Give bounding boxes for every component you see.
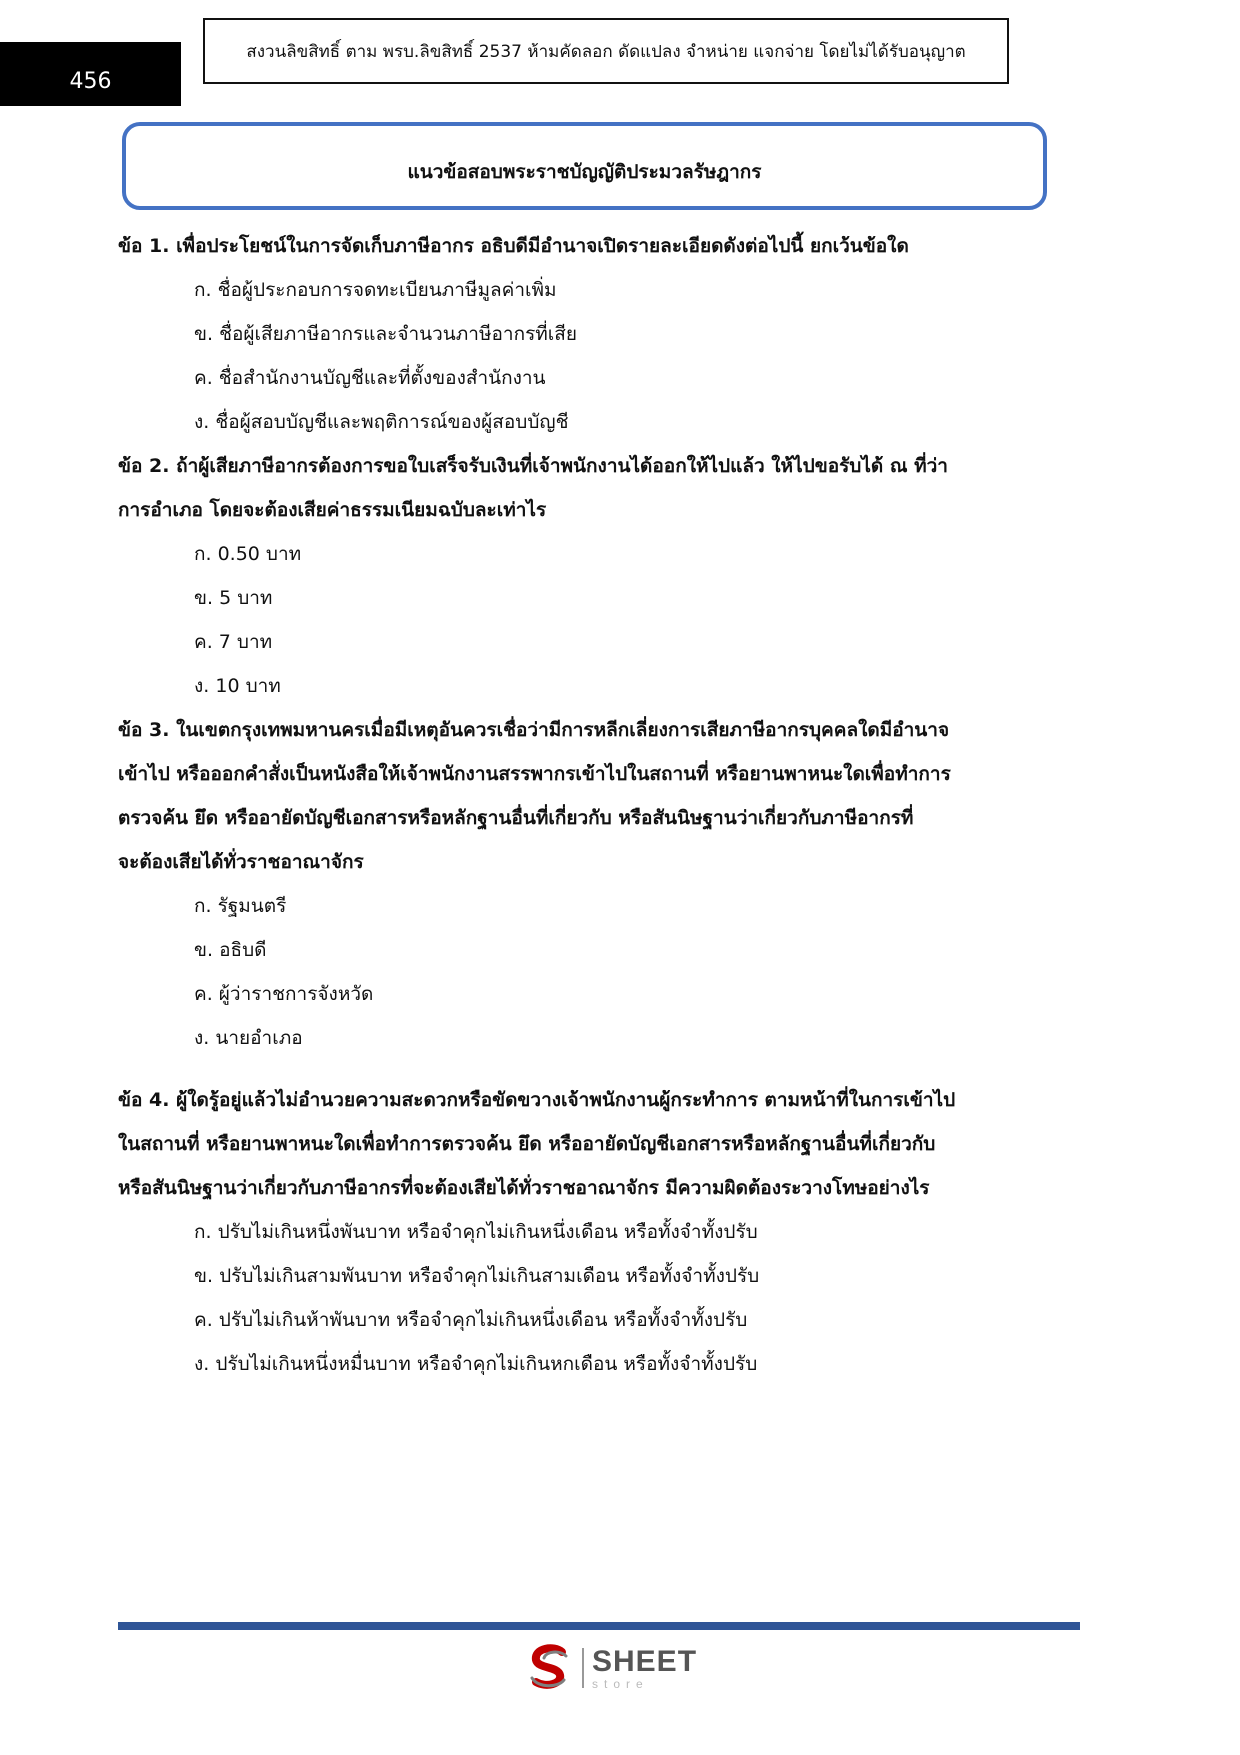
footer-divider — [118, 1622, 1080, 1630]
page-number-text: 456 — [69, 68, 112, 94]
questions-list — [118, 224, 1063, 1386]
question-spacer — [118, 1060, 1063, 1078]
page-title-box — [122, 122, 1047, 210]
question-line: ตรวจค้น ยึด หรืออายัดบัญชีเอกสารหรือหลักฐานอื่นที่เกี่ยวกับ หรือสันนิษฐานว่าเกี่ยวกับภาษีอากรที่ — [118, 807, 914, 829]
question-line: การอำเภอ โดยจะต้องเสียค่าธรรมเนียมฉบับละเท่าไร — [118, 499, 547, 521]
question-line: ข้อ 1. เพื่อประโยชน์ในการจัดเก็บภาษีอากร อธิบดีมีอำนาจเปิดรายละเอียดดังต่อไปนี้ ยกเว้นข้อใด — [118, 235, 909, 257]
question-line: เข้าไป หรือออกคำสั่งเป็นหนังสือให้เจ้าพนักงานสรรพากรเข้าไปในสถานที่ หรือยานพาหนะใดเพื่อทำการ — [118, 763, 951, 785]
option-item: ค. ผู้ว่าราชการจังหวัด — [194, 983, 374, 1005]
copyright-notice — [203, 18, 1009, 84]
question-line: หรือสันนิษฐานว่าเกี่ยวกับภาษีอากรที่จะต้องเสียได้ทั่วราชอาณาจักร มีความผิดต้องระวางโทษอย่างไร — [118, 1177, 930, 1199]
logo-s-icon — [524, 1642, 576, 1694]
option-list — [118, 532, 1063, 708]
option-item: ก. รัฐมนตรี — [194, 895, 287, 917]
option-item: ง. ชื่อผู้สอบบัญชีและพฤติการณ์ของผู้สอบบัญชี — [194, 411, 569, 433]
question-2 — [118, 444, 1063, 708]
option-item: ข. อธิบดี — [194, 939, 267, 961]
question-line: จะต้องเสียได้ทั่วราชอาณาจักร — [118, 851, 364, 873]
logo-wordmark — [592, 1644, 698, 1691]
option-item: ก. ปรับไม่เกินหนึ่งพันบาท หรือจำคุกไม่เกินหนึ่งเดือน หรือทั้งจำทั้งปรับ — [194, 1221, 758, 1243]
question-line: ข้อ 2. ถ้าผู้เสียภาษีอากรต้องการขอใบเสร็จรับเงินที่เจ้าพนักงานได้ออกให้ไปแล้ว ให้ไปขอรับได้ ณ ที่ว่า — [118, 455, 948, 477]
question-line: ในสถานที่ หรือยานพาหนะใดเพื่อทำการตรวจค้น ยึด หรืออายัดบัญชีเอกสารหรือหลักฐานอื่นที่เกี่ยวกับ — [118, 1133, 936, 1155]
option-item: ค. ปรับไม่เกินห้าพันบาท หรือจำคุกไม่เกินหนึ่งเดือน หรือทั้งจำทั้งปรับ — [194, 1309, 748, 1331]
question-1 — [118, 224, 1063, 444]
option-item: ค. ชื่อสำนักงานบัญชีและที่ตั้งของสำนักงาน — [194, 367, 546, 389]
option-item: ข. ชื่อผู้เสียภาษีอากรและจำนวนภาษีอากรที่เสีย — [194, 323, 578, 345]
option-item: ง. 10 บาท — [194, 675, 281, 697]
question-3 — [118, 708, 1063, 1060]
question-line: ข้อ 4. ผู้ใดรู้อยู่แล้วไม่อำนวยความสะดวกหรือขัดขวางเจ้าพนักงานผู้กระทำการ ตามหน้าที่ในการเข้าไป — [118, 1089, 956, 1111]
logo-divider — [582, 1648, 584, 1688]
option-list — [118, 1210, 1063, 1386]
copyright-text: สงวนลิขสิทธิ์ ตาม พรบ.ลิขสิทธิ์ 2537 ห้ามคัดลอก ดัดแปลง จำหน่าย แจกจ่าย โดยไม่ได้รับอนุญาต — [246, 41, 966, 62]
option-list — [118, 884, 1063, 1060]
option-item: ค. 7 บาท — [194, 631, 273, 653]
option-item: ข. ปรับไม่เกินสามพันบาท หรือจำคุกไม่เกินสามเดือน หรือทั้งจำทั้งปรับ — [194, 1265, 760, 1287]
page-title: แนวข้อสอบพระราชบัญญัติประมวลรัษฎากร — [407, 161, 762, 183]
question-text — [118, 708, 1063, 884]
question-line: ข้อ 3. ในเขตกรุงเทพมหานครเมื่อมีเหตุอันควรเชื่อว่ามีการหลีกเลี่ยงการเสียภาษีอากรบุคคลใดมีอำนาจ — [118, 719, 950, 741]
option-list — [118, 268, 1063, 444]
sheet-store-logo — [524, 1640, 697, 1696]
question-text — [118, 444, 1063, 532]
option-item: ง. นายอำเภอ — [194, 1027, 303, 1049]
option-item: ก. ชื่อผู้ประกอบการจดทะเบียนภาษีมูลค่าเพิ่ม — [194, 279, 557, 301]
option-item: ข. 5 บาท — [194, 587, 273, 609]
option-item: ก. 0.50 บาท — [194, 543, 302, 565]
question-4 — [118, 1078, 1063, 1386]
page-number — [0, 42, 181, 106]
question-text — [118, 224, 1063, 268]
question-text — [118, 1078, 1063, 1210]
logo-word: SHEET — [592, 1644, 698, 1678]
option-item: ง. ปรับไม่เกินหนึ่งหมื่นบาท หรือจำคุกไม่เกินหกเดือน หรือทั้งจำทั้งปรับ — [194, 1353, 758, 1375]
logo-subword: store — [592, 1676, 649, 1691]
